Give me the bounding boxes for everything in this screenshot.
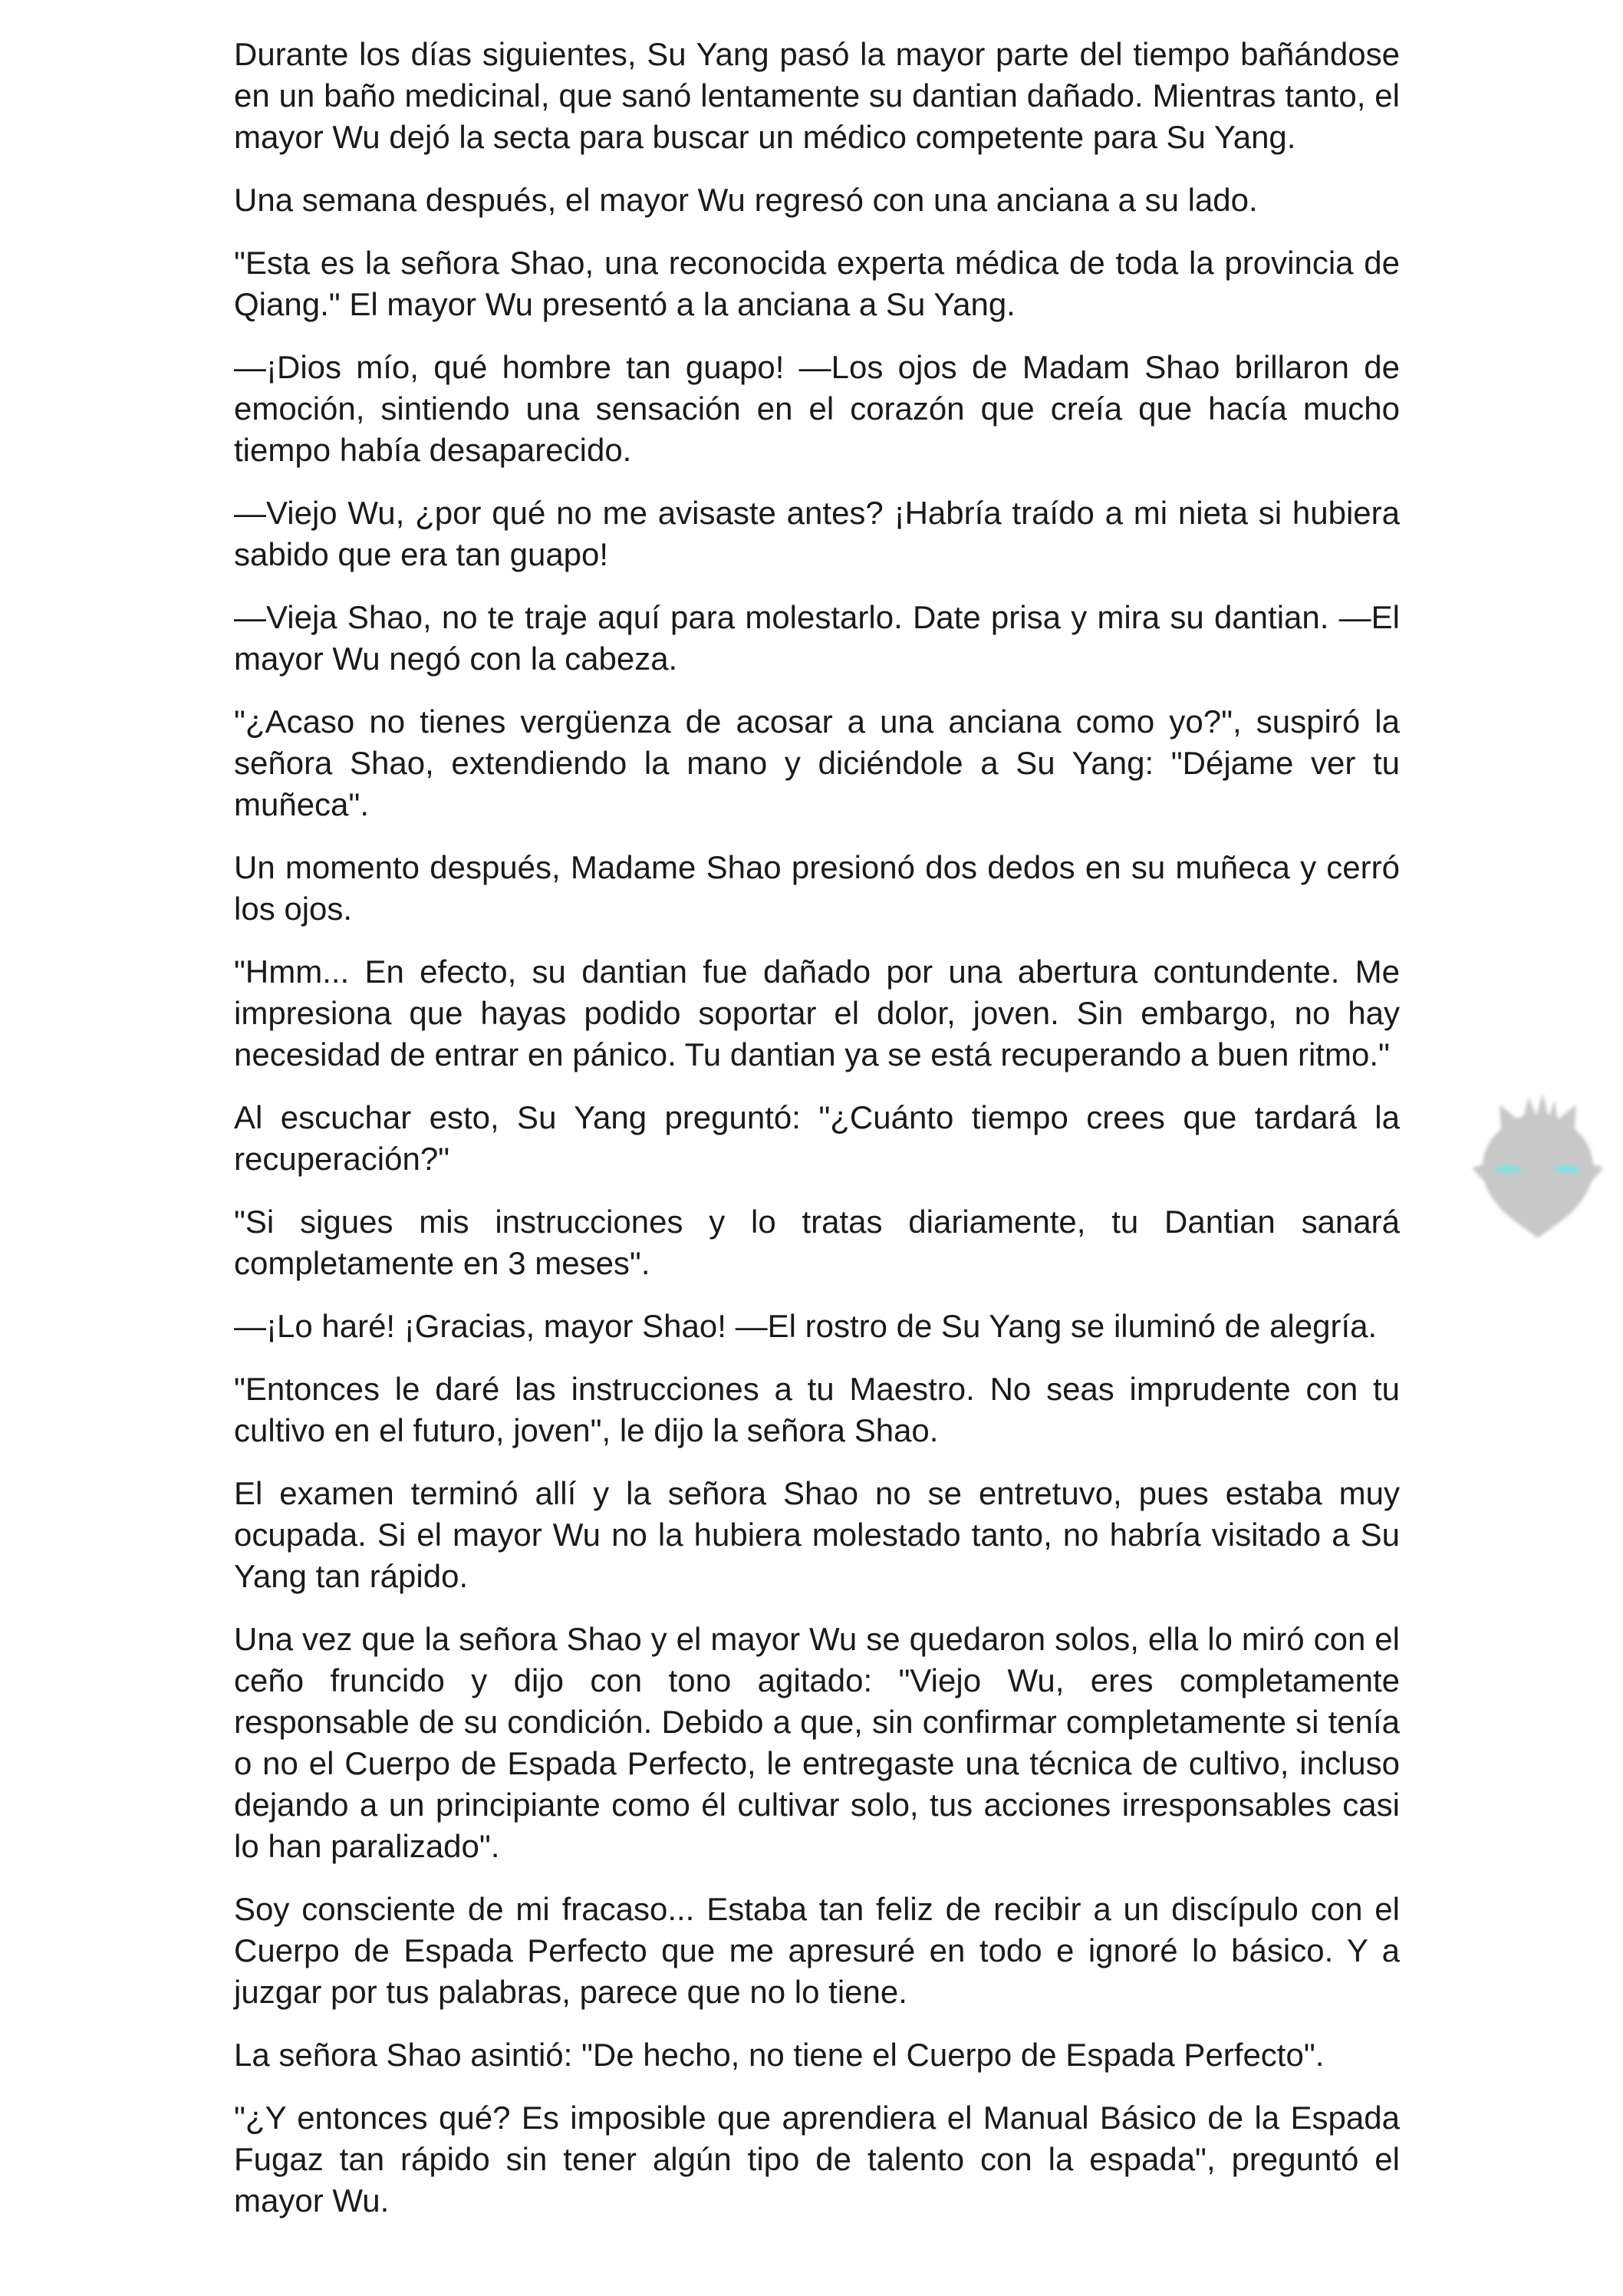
paragraph-18: "¿Y entonces qué? Es imposible que aprendiera el Manual Básico de la Espada Fugaz tan rápido sin tener algún tipo de talento con la espada", preguntó el mayor Wu. <box>234 2100 1400 2219</box>
paragraph-7: "¿Acaso no tienes vergüenza de acosar a una anciana como yo?", suspiró la señora Shao, extendiendo la mano y diciéndole a Su Yang: "Déjame ver tu muñeca". <box>234 703 1400 822</box>
paragraph-9: "Hmm... En efecto, su dantian fue dañado por una abertura contundente. Me impresiona que hayas podido soportar el dolor, joven. Sin embargo, no hay necesidad de entrar en pánico. Tu dantian ya se está recuperando a buen ritmo." <box>234 954 1400 1072</box>
paragraph-12: —¡Lo haré! ¡Gracias, mayor Shao! —El rostro de Su Yang se iluminó de alegría. <box>234 1308 1378 1344</box>
paragraph-11: "Si sigues mis instrucciones y lo tratas diariamente, tu Dantian sanará completamente en 3 meses". <box>234 1204 1400 1281</box>
paragraph-15: Una vez que la señora Shao y el mayor Wu se quedaron solos, ella lo miró con el ceño fruncido y dijo con tono agitado: "Viejo Wu, eres completamente responsable de su condición. Debido a que, sin confirmar completamente si tenía o no el Cuerpo de Espada Perfecto, le entregaste una técnica de cultivo, incluso dejando a un principiante como él cultivar solo, tus acciones irresponsables casi lo han paralizado". <box>234 1621 1400 1864</box>
paragraph-17: La señora Shao asintió: "De hecho, no tiene el Cuerpo de Espada Perfecto". <box>234 2037 1325 2073</box>
paragraph-4: —¡Dios mío, qué hombre tan guapo! —Los ojos de Madam Shao brillaron de emoción, sintiendo una sensación en el corazón que creía que hacía mucho tiempo había desaparecido. <box>234 349 1400 468</box>
paragraph-8: Un momento después, Madame Shao presionó dos dedos en su muñeca y cerró los ojos. <box>234 849 1400 927</box>
paragraph-10: Al escuchar esto, Su Yang preguntó: "¿Cuánto tiempo crees que tardará la recuperación?" <box>234 1099 1400 1177</box>
paragraph-6: —Vieja Shao, no te traje aquí para molestarlo. Date prisa y mira su dantian. —El mayor Wu negó con la cabeza. <box>234 599 1400 677</box>
paragraph-13: "Entonces le daré las instrucciones a tu Maestro. No seas imprudente con tu cultivo en el futuro, joven", le dijo la señora Shao. <box>234 1371 1400 1448</box>
paragraph-5: —Viejo Wu, ¿por qué no me avisaste antes? ¡Habría traído a mi nieta si hubiera sabido que era tan guapo! <box>234 495 1400 572</box>
document-body <box>234 34 1400 2243</box>
paragraph-1: Durante los días siguientes, Su Yang pasó la mayor parte del tiempo bañándose en un baño medicinal, que sanó lentamente su dantian dañado. Mientras tanto, el mayor Wu dejó la secta para buscar un médico competente para Su Yang. <box>234 36 1400 155</box>
paragraph-3: "Esta es la señora Shao, una reconocida experta médica de toda la provincia de Qiang." El mayor Wu presentó a la anciana a Su Yang. <box>234 245 1400 322</box>
demon-head-icon <box>1469 1074 1607 1250</box>
paragraph-2: Una semana después, el mayor Wu regresó con una anciana a su lado. <box>234 182 1258 218</box>
demon-head-watermark <box>1469 1074 1607 1250</box>
paragraph-14: El examen terminó allí y la señora Shao no se entretuvo, pues estaba muy ocupada. Si el mayor Wu no la hubiera molestado tanto, no habría visitado a Su Yang tan rápido. <box>234 1475 1400 1594</box>
paragraph-16: Soy consciente de mi fracaso... Estaba tan feliz de recibir a un discípulo con el Cuerpo de Espada Perfecto que me apresuré en todo e ignoré lo básico. Y a juzgar por tus palabras, parece que no lo tiene. <box>234 1891 1400 2010</box>
